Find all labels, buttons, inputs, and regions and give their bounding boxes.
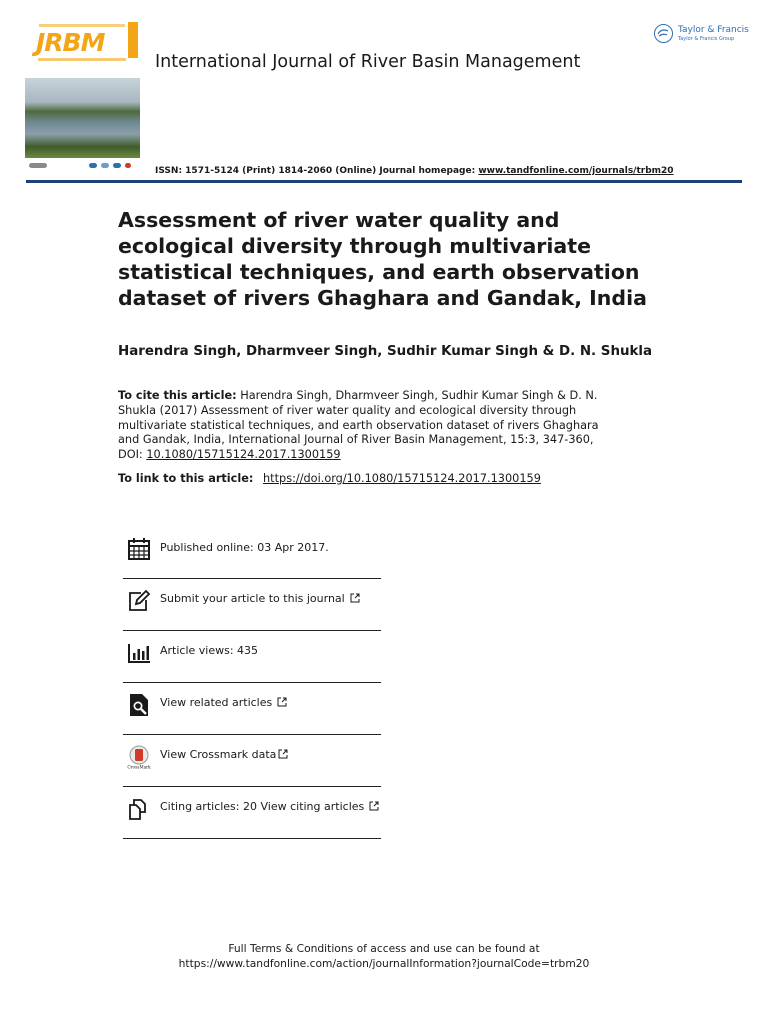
external-link-icon <box>369 801 379 811</box>
cover-logo-area <box>25 20 140 75</box>
external-link-icon <box>278 749 288 759</box>
cite-label: To cite this article: <box>118 389 237 402</box>
cover-footer-logo <box>101 163 109 168</box>
cite-text: Harendra Singh, Dharmveer Singh, Sudhir Kumar Singh & D. N. Shukla (2017) Assessment of river water quality and ecological diversity through multivariate statistical techniques, and earth observation dataset of rivers Ghaghara and Gandak, India, International Journal of River Basin Management, 15:3, 347-360, DOI: <box>118 389 599 462</box>
citing-articles-label: Citing articles: 20 View citing articles <box>160 800 365 813</box>
terms-footer <box>0 941 768 971</box>
info-row-crossmark[interactable] <box>123 735 381 787</box>
terms-text: Full Terms & Conditions of access and use can be found at <box>228 942 540 955</box>
taylor-francis-logo[interactable] <box>654 22 749 48</box>
related-articles-label: View related articles <box>160 696 273 709</box>
calendar-icon <box>127 537 151 561</box>
journal-homepage-link[interactable]: www.tandfonline.com/journals/trbm20 <box>478 166 674 176</box>
submit-article-link[interactable] <box>160 592 360 605</box>
article-info-list <box>123 527 381 839</box>
related-articles-link[interactable] <box>160 696 287 709</box>
cover-subtitle-bar <box>38 58 126 61</box>
journal-cover <box>25 20 140 172</box>
search-document-icon <box>127 693 151 717</box>
cover-footer-logo <box>29 163 47 168</box>
info-row-related[interactable] <box>123 683 381 735</box>
article-title: Assessment of river water quality and ecological diversity through multivariate statistical techniques, and earth observation dataset of rivers Ghaghara and Gandak, India <box>118 208 647 310</box>
cover-footer-logo <box>113 163 121 168</box>
article-doi-url[interactable]: https://doi.org/10.1080/15715124.2017.1300159 <box>263 472 541 485</box>
publisher-name: Taylor & Francis <box>678 25 749 35</box>
cover-footer-logo <box>89 163 97 168</box>
published-date: Published online: 03 Apr 2017. <box>160 541 329 554</box>
submit-article-label: Submit your article to this journal <box>160 592 345 605</box>
publisher-group: Taylor & Francis Group <box>678 36 735 42</box>
info-row-views <box>123 631 381 683</box>
external-link-icon <box>350 593 360 603</box>
info-row-citing[interactable] <box>123 787 381 839</box>
issn-text: ISSN: 1571-5124 (Print) 1814-2060 (Online) Journal homepage: <box>155 166 476 176</box>
crossmark-link[interactable] <box>160 748 288 761</box>
external-link-icon <box>277 697 287 707</box>
info-row-published <box>123 527 381 579</box>
crossmark-label: View Crossmark data <box>160 748 277 761</box>
edit-icon <box>127 589 151 613</box>
jrbm-logo: JRBM <box>36 28 105 57</box>
cover-top-line <box>39 24 125 27</box>
article-link-line <box>118 472 541 485</box>
citing-articles-icon <box>127 797 151 821</box>
citing-articles-link[interactable] <box>160 800 379 813</box>
doi-link[interactable]: 10.1080/15715124.2017.1300159 <box>146 448 341 462</box>
bar-chart-icon <box>127 641 151 665</box>
tf-circle-icon <box>654 24 673 43</box>
cover-footer-logos <box>25 160 140 172</box>
link-label: To link to this article: <box>118 472 254 485</box>
header-rule <box>26 180 742 183</box>
info-row-submit[interactable] <box>123 579 381 631</box>
crossmark-wordmark: CrossMark <box>127 764 151 769</box>
article-views: Article views: 435 <box>160 644 259 657</box>
cover-river-photo <box>25 78 140 158</box>
cover-side-bar <box>128 22 138 58</box>
article-authors: Harendra Singh, Dharmveer Singh, Sudhir Kumar Singh & D. N. Shukla <box>118 344 653 359</box>
cover-footer-logo <box>125 163 131 168</box>
citation-block <box>118 389 608 463</box>
crossmark-icon <box>127 745 151 769</box>
terms-url[interactable]: https://www.tandfonline.com/action/journalInformation?journalCode=trbm20 <box>178 957 590 970</box>
issn-line <box>155 166 674 176</box>
journal-title: International Journal of River Basin Management <box>155 52 581 72</box>
